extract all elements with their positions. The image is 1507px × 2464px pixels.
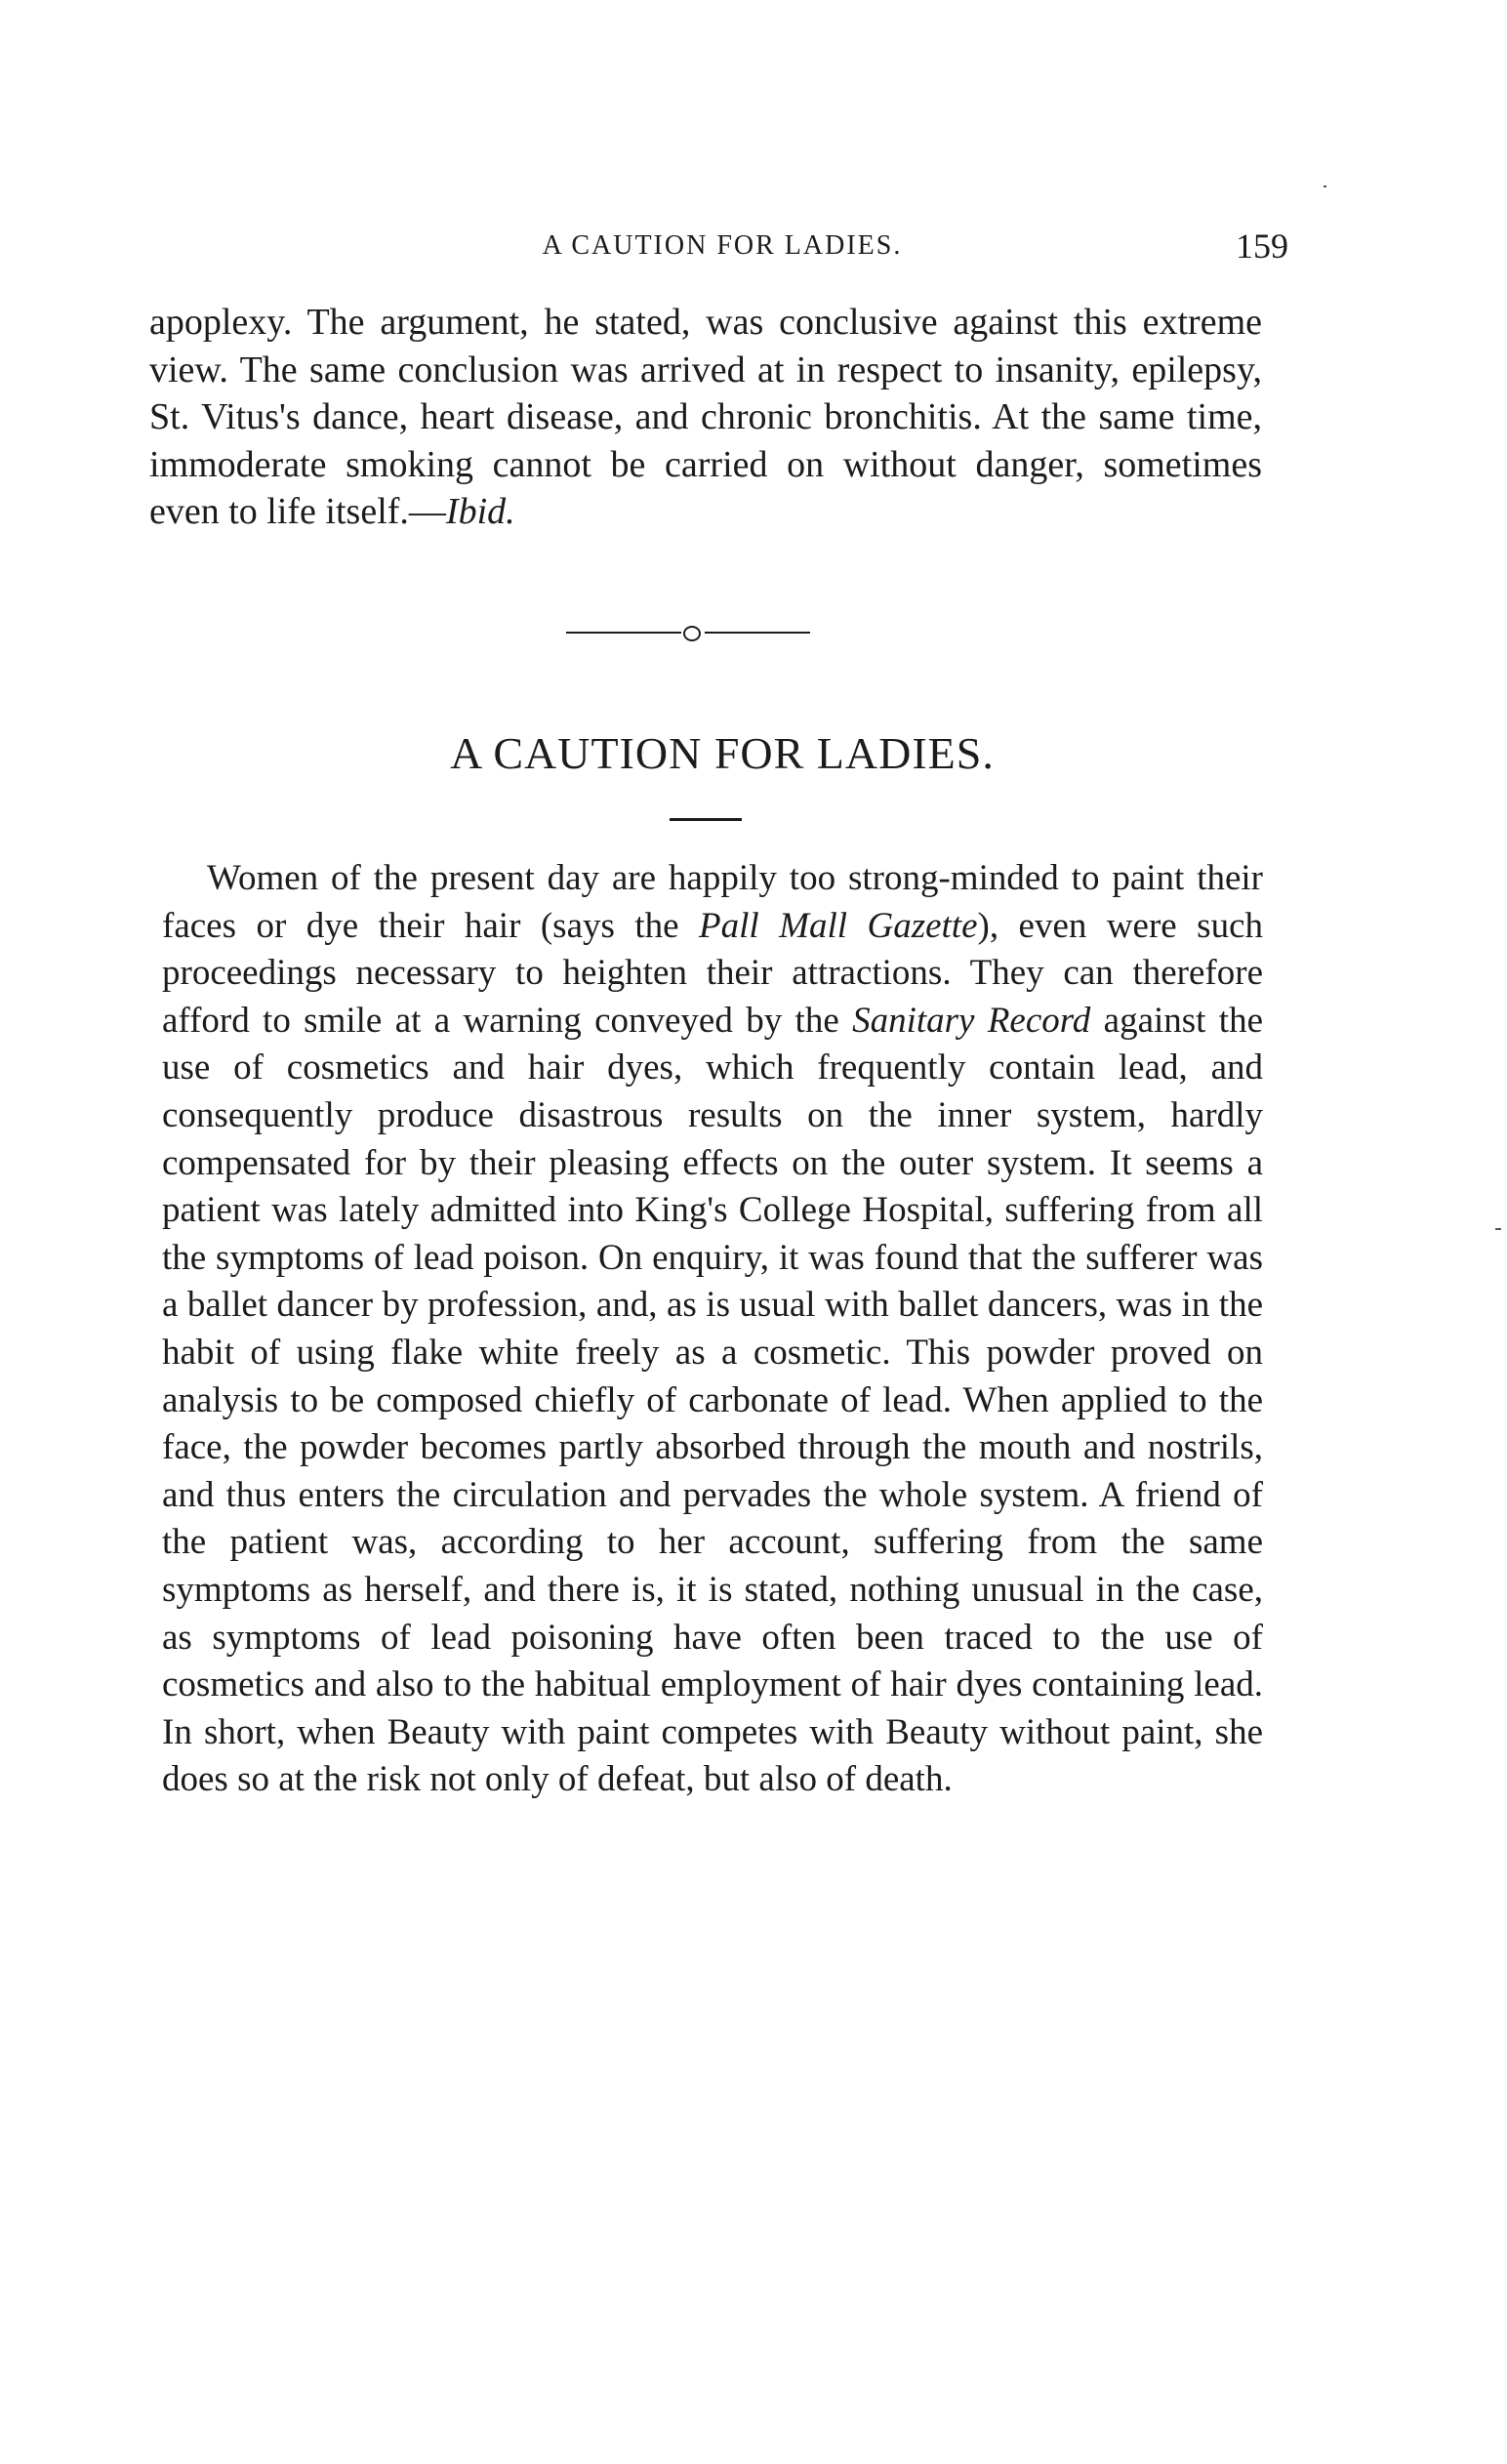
running-head — [156, 226, 1288, 266]
running-title: A CAUTION FOR LADIES. — [542, 230, 903, 261]
continued-paragraph — [149, 299, 1262, 536]
paper-speck — [1324, 185, 1326, 187]
publication-sanitary-record: Sanitary Record — [852, 1000, 1091, 1041]
body-text-2: ), even were such proceedings necessary to heighten their attractions. They can therefore afford to smile at a warning conveyed by the — [162, 905, 1263, 1041]
article-title: A CAUTION FOR LADIES. — [450, 728, 995, 778]
continued-text: apoplexy. The argument, he stated, was conclusive against this extreme view. The same conclusion was arrived at in respect to insanity, epilepsy, St. Vitus's dance, heart disease, and chronic bronchitis. At the same time, immoderate smoking cannot be carried on without danger, sometimes even to life itself.— — [149, 302, 1262, 532]
title-rule — [670, 818, 742, 821]
article-body — [162, 855, 1263, 1804]
body-text-3: against the use of cosmetics and hair dyes, which frequently contain lead, and consequently produce disastrous results on the inner system, hardly compensated for by their pleasing effects on the outer system. It seems a patient was lately admitted into King's College Hospital, suffering from all the symptoms of lead poison. On enquiry, it was found that the sufferer was a ballet dancer by profession, and, as is usual with ballet dancers, was in the habit of using flake white freely as a cosmetic. This powder proved on analysis to be composed chiefly of carbonate of lead. When applied to the face, the powder becomes partly absorbed through the mouth and nostrils, and thus enters the circulation and pervades the whole system. A friend of the patient was, according to her account, suffering from the same symptoms as herself, and there is, it is stated, nothing unusual in the case, as symptoms of lead poisoning have often been traced to the use of cosmetics and also to the habitual employment of hair dyes containing lead. In short, when Beauty with paint competes with Beauty without paint, she does so at the risk not only of defeat, but also of death. — [162, 1000, 1263, 1800]
divider-line-right — [705, 632, 810, 634]
section-divider-ornament — [566, 623, 878, 642]
divider-line-left — [566, 632, 681, 634]
source-citation: Ibid. — [445, 491, 515, 532]
page-number: 159 — [1236, 226, 1288, 266]
body-text-1: Women of the present day are happily too strong-minded to paint their faces or dye their hair (says the — [162, 858, 1263, 946]
divider-circle — [683, 626, 701, 641]
paper-speck — [1495, 1228, 1501, 1230]
publication-pall-mall: Pall Mall Gazette — [699, 905, 978, 946]
